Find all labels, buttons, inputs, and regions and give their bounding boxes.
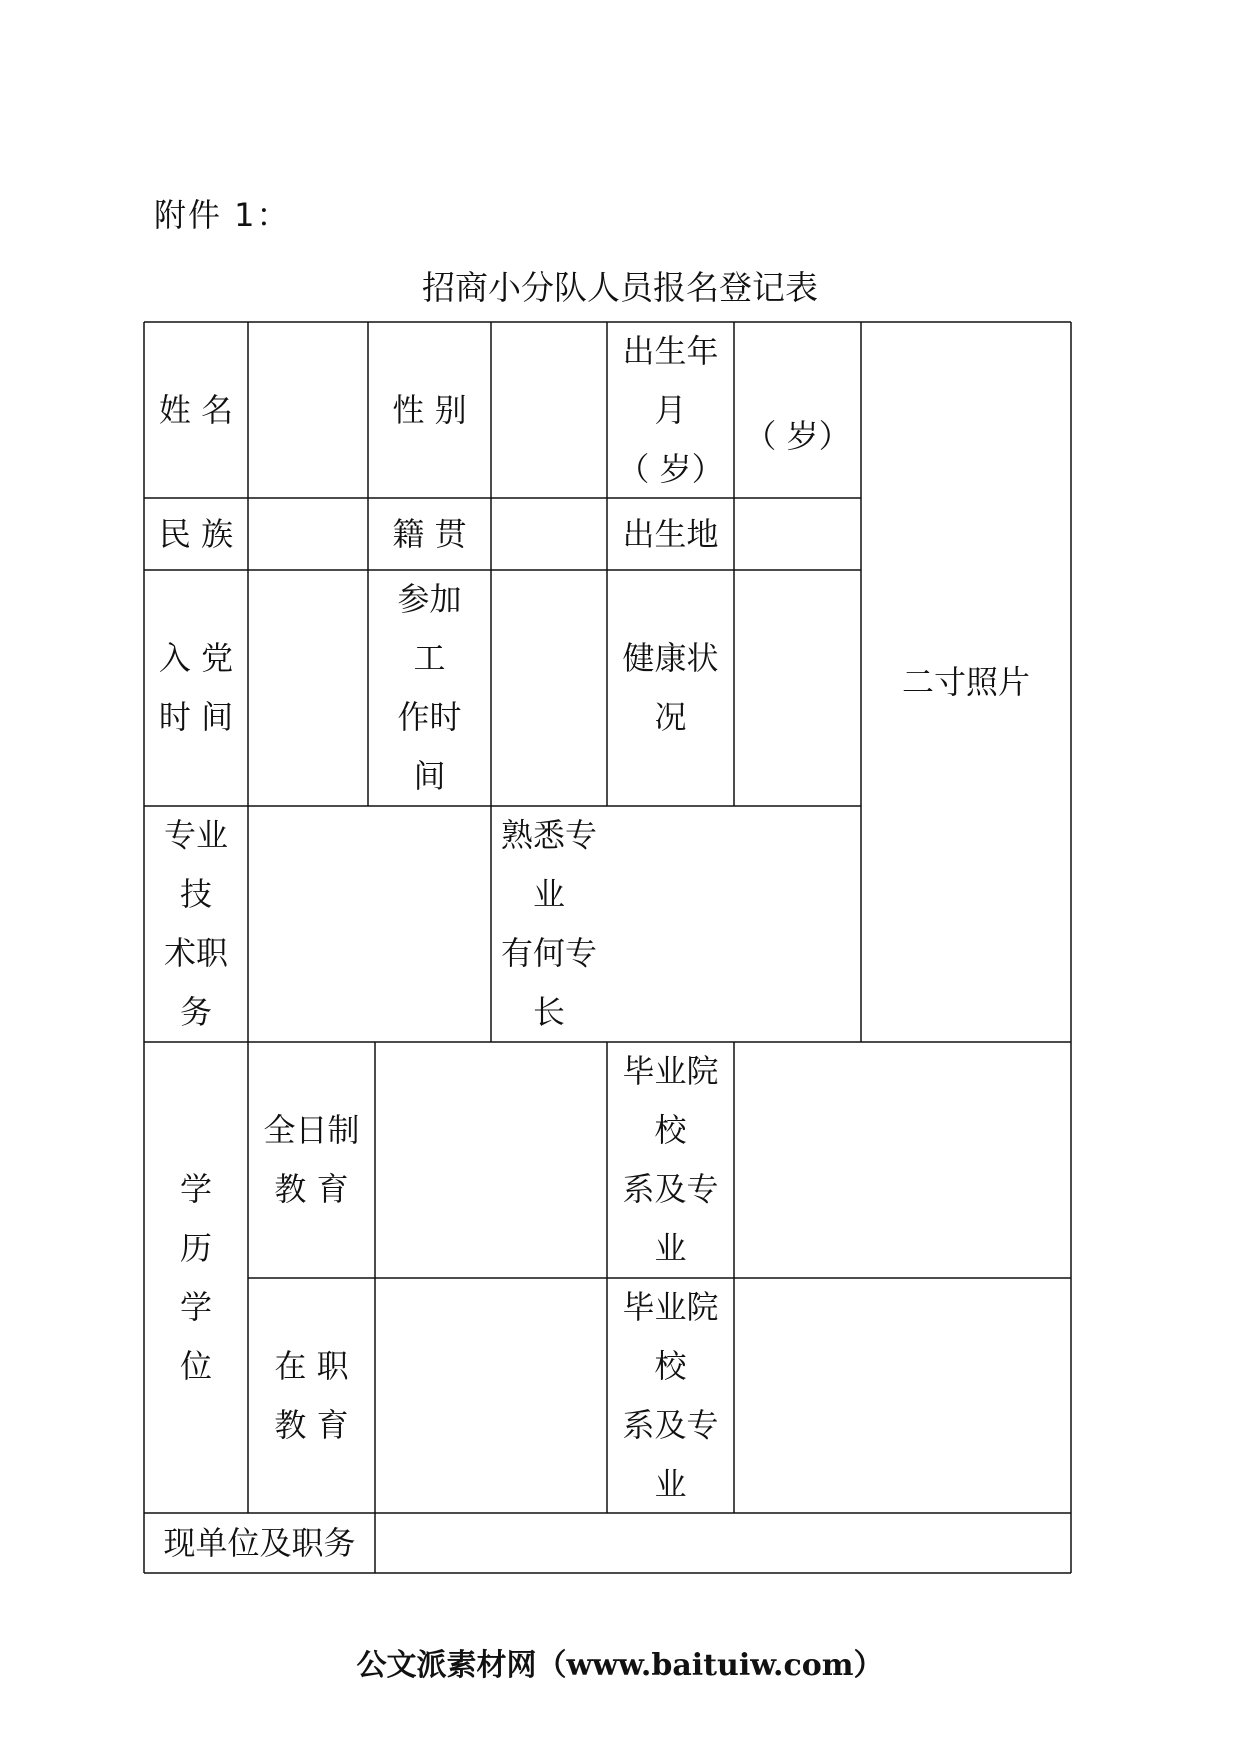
work-start-label: 参加 工 作时 间 <box>397 580 462 795</box>
gender-label: 性 别 <box>392 390 467 429</box>
fulltime-education-input-cell[interactable] <box>375 1042 607 1278</box>
education-label: 学 历 学 位 <box>179 1169 212 1385</box>
birth-date-input-cell[interactable] <box>734 322 861 498</box>
tech-title-label: 专业 技 术职 务 <box>163 816 228 1031</box>
expertise-label: 熟悉专 业 有何专 长 <box>500 816 597 1031</box>
name-input-cell[interactable] <box>248 322 368 498</box>
current-unit-label: 现单位及职务 <box>163 1523 356 1562</box>
name-label: 姓 名 <box>158 390 234 429</box>
tech-title-input-cell[interactable] <box>248 806 491 1042</box>
footer-source: 公文派素材网（www.baituiw.com） <box>356 1648 884 1683</box>
parttime-education-label: 在 职 教 育 <box>274 1346 349 1444</box>
expertise-input-cell[interactable] <box>607 806 861 1042</box>
birthplace-input-cell[interactable] <box>734 498 861 570</box>
parttime-school-label: 毕业院 校 系及专 业 <box>622 1287 719 1503</box>
form-title: 招商小分队人员报名登记表 <box>422 268 818 307</box>
current-unit-input-cell[interactable] <box>375 1513 1071 1573</box>
ethnicity-input-cell[interactable] <box>248 498 368 570</box>
age-placeholder: （ 岁） <box>744 416 851 455</box>
birth-date-label: 出生年 月 （ 岁） <box>617 331 724 488</box>
photo-cell[interactable] <box>861 322 1071 1042</box>
gender-input-cell[interactable] <box>491 322 607 498</box>
fulltime-school-label: 毕业院 校 系及专 业 <box>622 1052 719 1267</box>
native-place-input-cell[interactable] <box>491 498 607 570</box>
health-input-cell[interactable] <box>734 570 861 806</box>
ethnicity-label: 民 族 <box>158 514 234 553</box>
work-start-input-cell[interactable] <box>491 570 607 806</box>
party-date-label: 入 党 时 间 <box>158 639 234 736</box>
birthplace-label: 出生地 <box>622 514 719 553</box>
health-label: 健康状 况 <box>622 639 719 736</box>
photo-label: 二寸照片 <box>901 662 1030 701</box>
attachment-label: 附件 1： <box>154 196 291 234</box>
fulltime-school-input-cell[interactable] <box>734 1042 1071 1278</box>
party-date-input-cell[interactable] <box>248 570 368 806</box>
parttime-school-input-cell[interactable] <box>734 1278 1071 1513</box>
native-place-label: 籍 贯 <box>392 514 467 553</box>
parttime-education-input-cell[interactable] <box>375 1278 607 1513</box>
fulltime-education-label: 全日制 教 育 <box>263 1111 360 1208</box>
